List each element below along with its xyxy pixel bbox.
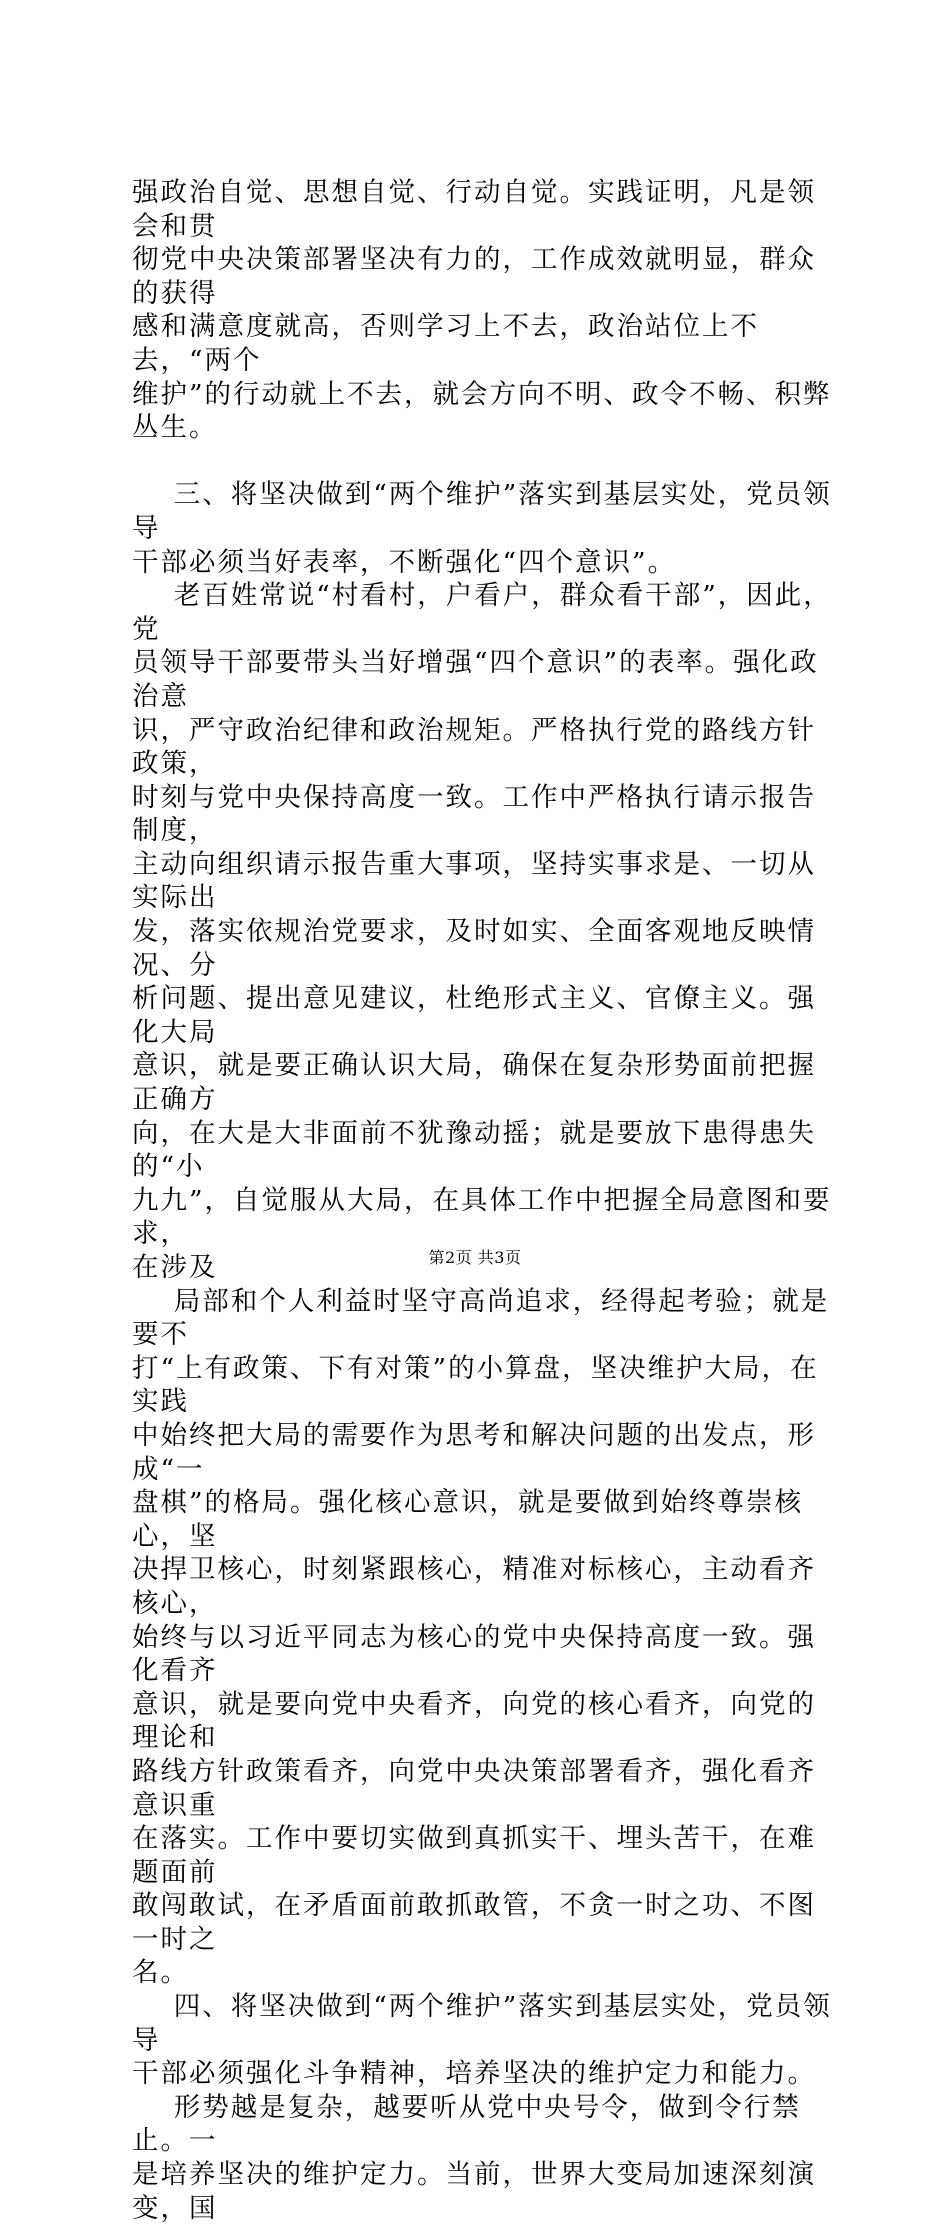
text-line: 在涉及 [132,1252,218,1283]
text-line: 向，在大是大非面前不犹豫动摇；就是要放下患得患失的“小 [132,1117,816,1183]
text-line: 中始终把大局的需要作为思考和解决问题的出发点，形成“一 [132,1419,816,1485]
text-line: 九九”，自觉服从大局，在具体工作中把握全局意图和要求， [132,1184,832,1250]
text-line: 析问题、提出意见建议，杜绝形式主义、官僚主义。强化大局 [132,983,816,1048]
text-line: 始终与以习近平同志为核心的党中央保持高度一致。强化看齐 [132,1621,816,1687]
text-line: 识，严守政治纪律和政治规矩。严格执行党的路线方针政策， [132,714,816,780]
text-line: 员领导干部要带头当好增强“四个意识”的表率。强化政治意 [132,647,819,712]
text-line: 打“上有政策、下有对策”的小算盘，坚决维护大局，在实践 [132,1352,819,1418]
text-line [132,445,832,479]
text-line: 三、将坚决做到“两个维护”落实到基层实处，党员领导 [132,479,832,544]
text-line: 局部和个人利益时坚守高尚追求，经得起考验；就是要不 [132,1285,830,1351]
text-line: 敢闯敢试，在矛盾面前敢抓敢管，不贪一时之功、不图一时之 [132,1890,816,1955]
page-footer: 第2页 共3页 [428,1248,522,1267]
text-line: 时刻与党中央保持高度一致。工作中严格执行请示报告制度， [132,781,816,847]
text-line: 决捍卫核心，时刻紧跟核心，精准对标核心，主动看齐核心， [132,1554,816,1619]
text-line: 维护”的行动就上不去，就会方向不明、政令不畅、积弊丛生。 [132,378,832,444]
document-body [132,176,832,2225]
text-line: 意识，就是要正确认识大局，确保在复杂形势面前把握正确方 [132,1050,816,1116]
text-line: 感和满意度就高，否则学习上不去，政治站位上不去，“两个 [132,311,759,376]
text-line: 发，落实依规治党要求，及时如实、全面客观地反映情况、分 [132,916,816,981]
text-line: 干部必须强化斗争精神，培养坚决的维护定力和能力。 [132,2058,816,2090]
text-line: 名。 [132,1957,189,1989]
text-line: 是培养坚决的维护定力。当前，世界大变局加速深刻演变，国 [132,2159,816,2224]
text-line: 彻党中央决策部署坚决有力的，工作成效就明显，群众的获得 [132,244,816,309]
text-line: 主动向组织请示报告重大事项，坚持实事求是、一切从实际出 [132,848,816,914]
text-line: 形势越是复杂，越要听从党中央号令，做到令行禁止。一 [132,2091,801,2157]
text-line: 强政治自觉、思想自觉、行动自觉。实践证明，凡是领会和贯 [132,177,816,242]
text-line: 干部必须当好表率，不断强化“四个意识”。 [132,546,677,578]
text-line: 四、将坚决做到“两个维护”落实到基层实处，党员领导 [132,1991,832,2056]
text-line: 老百姓常说“村看村，户看户，群众看干部”，因此，党 [132,580,832,645]
text-line: 在落实。工作中要切实做到真抓实干、埋头苦干，在难题面前 [132,1823,816,1888]
text-line: 路线方针政策看齐，向党中央决策部署看齐，强化看齐意识重 [132,1755,816,1821]
text-line: 盘棋”的格局。强化核心意识，就是要做到始终尊崇核心，坚 [132,1487,804,1552]
text-line: 意识，就是要向党中央看齐，向党的核心看齐，向党的理论和 [132,1688,816,1754]
